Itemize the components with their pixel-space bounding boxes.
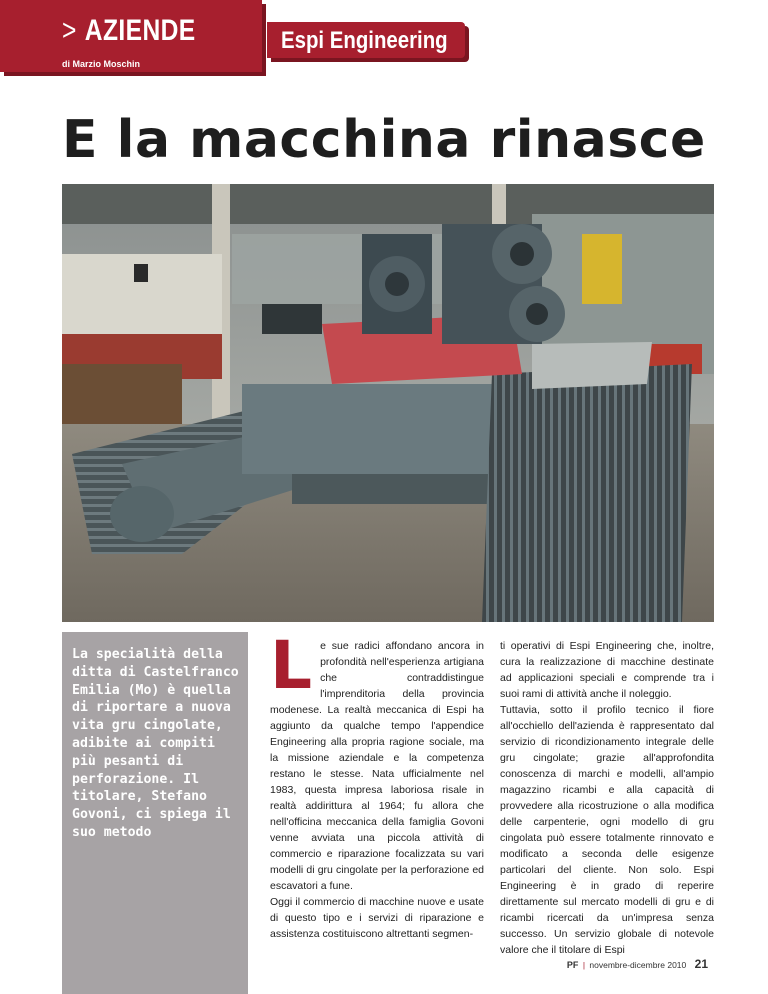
track-wheel (110, 486, 174, 542)
body-column-1 (270, 627, 484, 942)
page-title: E la macchina rinasce (62, 110, 706, 170)
paragraph: e sue radici affondano ancora in profondità nell'esperienza artigiana che contraddistingue l'imprenditoria della provincia modenese. La realtà meccanica di Espi ha aggiunto da qualche tempo l'appendice Engineering alla propria ragione sociale, ma la missione aziendale e la competenza restano le stesse. Nata ufficialmente nel 1983, questa impresa laboriosa risale in realtà addirittura al 1964; fu allora che nell'officina meccanica della famiglia Govoni venne avviata una piccola attività di commercio e riparazione focalizzata su vari modelli di gru cingolate per la perforazione ed escavatori a fune. (270, 640, 484, 892)
section-name: AZIENDE (84, 14, 196, 47)
sidebar-callout (62, 632, 248, 994)
topic-label: Espi Engineering (281, 27, 448, 54)
section-box (0, 0, 262, 72)
dropcap: L (270, 627, 313, 704)
yellow-cabinet (582, 234, 622, 304)
paragraph: ti operativi di Espi Engineering che, inoltre, cura la realizzazione di macchine destinate ad applicazioni speciali e comprende tra i suoi rami di attività anche il noleggio. (500, 640, 714, 700)
body-column-2 (500, 638, 714, 958)
footer-separator: | (582, 960, 586, 970)
winch-hub (385, 272, 409, 296)
byline: di Marzio Moschin (62, 59, 141, 69)
issue-date: novembre-dicembre 2010 (589, 960, 687, 970)
wall-sign (134, 264, 148, 282)
magazine-name: PF (566, 960, 579, 970)
paragraph: Tuttavia, sotto il profilo tecnico il fiore all'occhiello dell'azienda è rappresentato dal servizio di ricondizionamento integrale delle gru cingolate; grazie all'approfondita conoscenza di marchi e modelli, all'ampio magazzino ricambi e alla capacità di provvedere alla ricostruzione o alla modifica delle carpenterie, ogni modello di gru cingolata può essere totalmente rinnovato e modificato a seconda delle esigenze particolari del cliente. Non solo. Espi Engineering è in grado di reperire direttamente sul mercato modelli di gru e di ricambi ricercati da un'impresa senza successo. Un servizio globale di notevole valore che il titolare di Espi (500, 704, 714, 956)
page-footer (567, 957, 708, 971)
section-title (62, 14, 196, 48)
crane-photo-illustration (62, 184, 714, 622)
workbench (62, 364, 182, 424)
article-photo (62, 184, 714, 622)
gear-hub (526, 303, 548, 325)
sidebar-text: La specialità della ditta di Castelfranco Emilia (Mo) è quella di riportare a nuova vita gru cingolate, adibite ai compiti più pesanti di perforazione. Il titolare, Stefano Govoni, ci spiega il suo metodo (72, 647, 239, 840)
right-crawler-track (482, 364, 692, 622)
gear-hub (510, 242, 534, 266)
carbody-base (292, 474, 492, 504)
page-number: 21 (694, 957, 708, 971)
section-prefix: > (62, 14, 77, 47)
track-deck (532, 342, 652, 389)
motor-block (262, 304, 322, 334)
paragraph: Oggi il commercio di macchine nuove e usate di questo tipo e i servizi di riparazione e assistenza costituiscono altrettanti segmen- (270, 896, 484, 940)
header-band (0, 0, 768, 82)
topic-tab (267, 22, 465, 58)
